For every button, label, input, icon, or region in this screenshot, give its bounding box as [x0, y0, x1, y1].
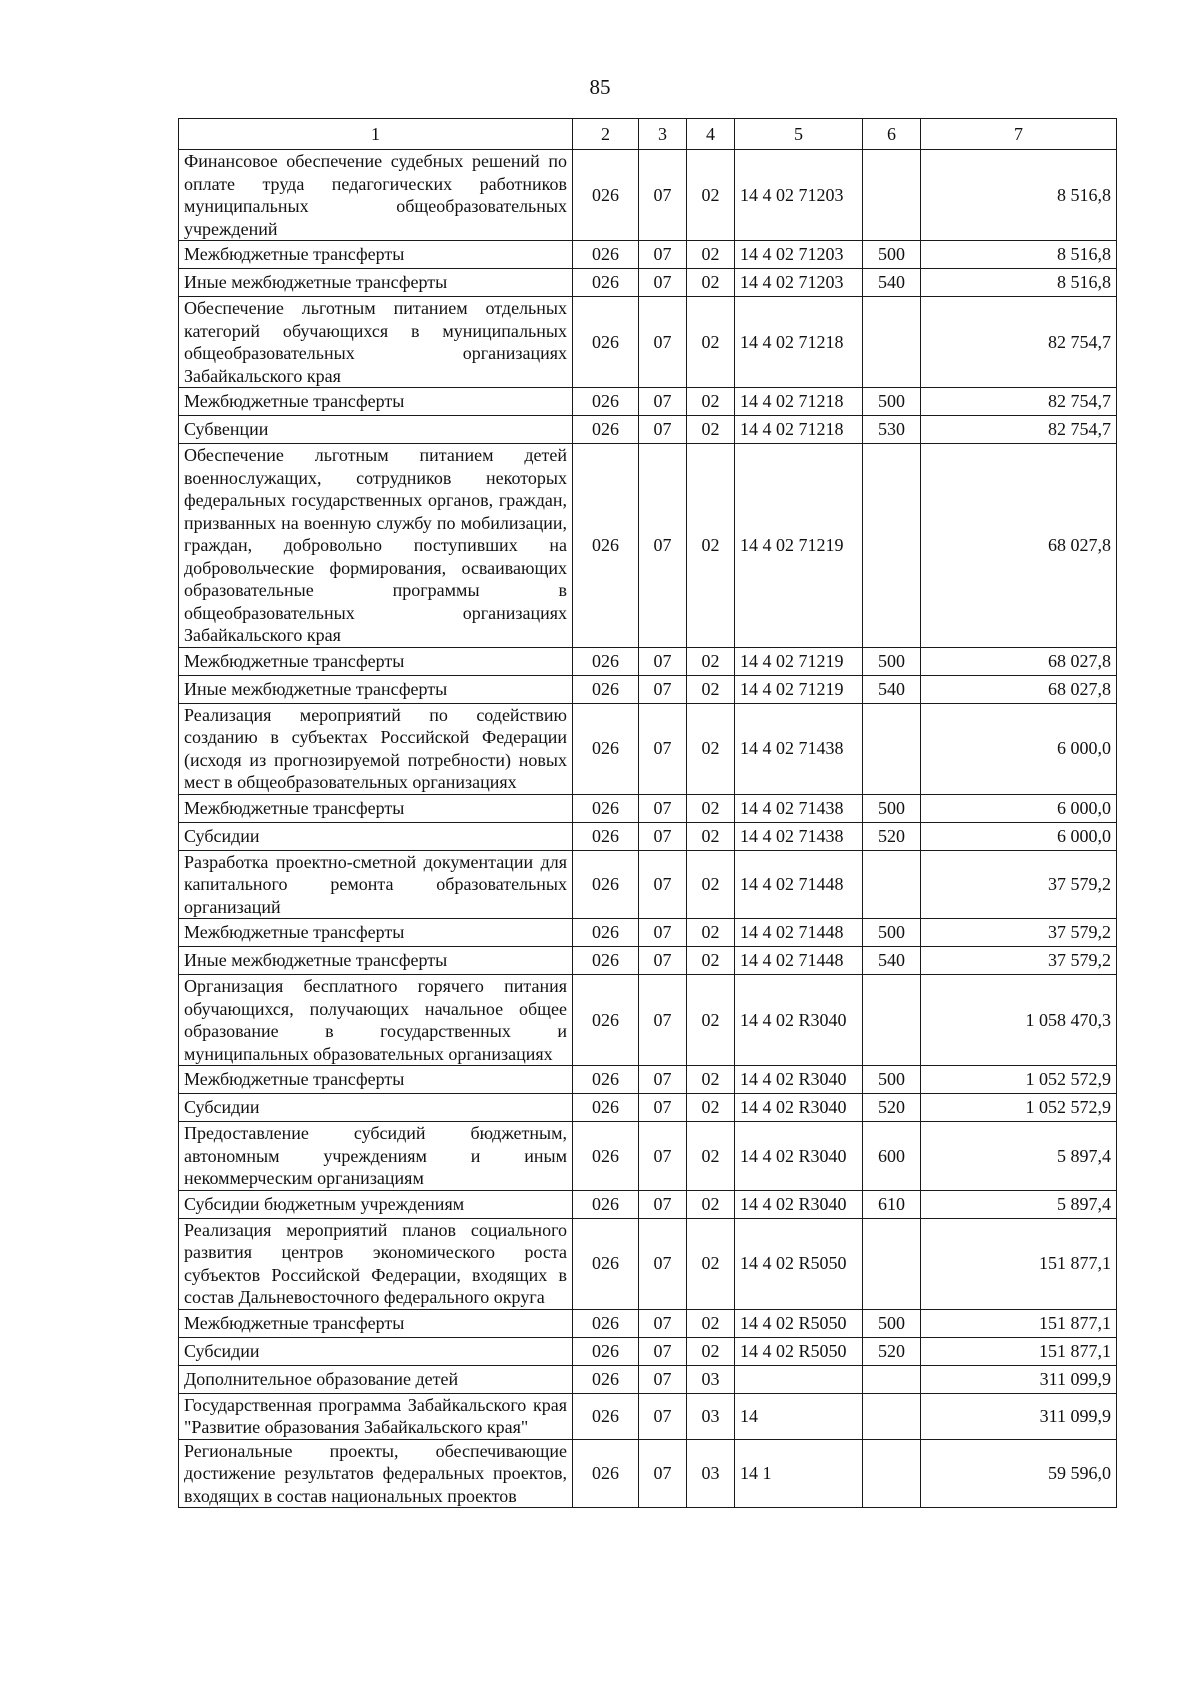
ministry-code-cell: 026 — [573, 1190, 639, 1218]
amount-cell: 5 897,4 — [921, 1122, 1117, 1191]
section-code-cell: 07 — [639, 388, 687, 416]
subsection-code-cell: 02 — [687, 1190, 735, 1218]
section-code-cell: 07 — [639, 241, 687, 269]
expense-name-cell: Субсидии бюджетным учреждениям — [179, 1190, 573, 1218]
expense-name-cell: Субвенции — [179, 416, 573, 444]
expense-name-cell: Субсидии — [179, 1094, 573, 1122]
target-article-code-cell: 14 4 02 71218 — [735, 388, 863, 416]
table-row — [179, 1309, 1117, 1337]
ministry-code-cell: 026 — [573, 444, 639, 648]
ministry-code-cell: 026 — [573, 269, 639, 297]
section-code-cell: 07 — [639, 1309, 687, 1337]
target-article-code-cell: 14 4 02 71438 — [735, 822, 863, 850]
section-code-cell: 07 — [639, 822, 687, 850]
table-row — [179, 444, 1117, 648]
expense-name-cell: Разработка проектно-сметной документации для капитального ремонта образовательных организаций — [179, 850, 573, 919]
section-code-cell: 07 — [639, 1393, 687, 1439]
target-article-code-cell: 14 4 02 71218 — [735, 297, 863, 388]
ministry-code-cell: 026 — [573, 1337, 639, 1365]
expense-type-code-cell — [863, 975, 921, 1066]
amount-cell: 6 000,0 — [921, 794, 1117, 822]
expense-type-code-cell — [863, 703, 921, 794]
expense-type-code-cell: 500 — [863, 388, 921, 416]
expense-type-code-cell — [863, 297, 921, 388]
expense-name-cell: Межбюджетные трансферты — [179, 794, 573, 822]
section-code-cell: 07 — [639, 947, 687, 975]
table-row — [179, 1365, 1117, 1393]
subsection-code-cell: 02 — [687, 297, 735, 388]
column-header-5: 5 — [735, 119, 863, 150]
column-header-2: 2 — [573, 119, 639, 150]
amount-cell: 6 000,0 — [921, 822, 1117, 850]
amount-cell: 1 058 470,3 — [921, 975, 1117, 1066]
subsection-code-cell: 02 — [687, 850, 735, 919]
subsection-code-cell: 02 — [687, 919, 735, 947]
table-row — [179, 1218, 1117, 1309]
target-article-code-cell: 14 4 02 R3040 — [735, 975, 863, 1066]
table-row — [179, 150, 1117, 241]
ministry-code-cell: 026 — [573, 794, 639, 822]
target-article-code-cell: 14 4 02 71448 — [735, 947, 863, 975]
section-code-cell: 07 — [639, 703, 687, 794]
expense-name-cell: Региональные проекты, обеспечивающие достижение результатов федеральных проектов, входящих в состав национальных проектов — [179, 1439, 573, 1508]
column-header-3: 3 — [639, 119, 687, 150]
expense-type-code-cell — [863, 1218, 921, 1309]
subsection-code-cell: 02 — [687, 1309, 735, 1337]
expense-name-cell: Обеспечение льготным питанием отдельных категорий обучающихся в муниципальных общеобразовательных организациях Забайкальского края — [179, 297, 573, 388]
page-number: 85 — [589, 75, 611, 99]
column-header-1: 1 — [179, 119, 573, 150]
target-article-code-cell: 14 4 02 R3040 — [735, 1190, 863, 1218]
subsection-code-cell: 02 — [687, 675, 735, 703]
amount-cell: 151 877,1 — [921, 1218, 1117, 1309]
amount-cell: 1 052 572,9 — [921, 1066, 1117, 1094]
expense-type-code-cell — [863, 1365, 921, 1393]
expense-type-code-cell — [863, 850, 921, 919]
expense-name-cell: Государственная программа Забайкальского края "Развитие образования Забайкальского края" — [179, 1393, 573, 1439]
expense-name-cell: Иные межбюджетные трансферты — [179, 675, 573, 703]
table-row — [179, 1190, 1117, 1218]
ministry-code-cell: 026 — [573, 1365, 639, 1393]
subsection-code-cell: 02 — [687, 269, 735, 297]
expense-type-code-cell: 520 — [863, 822, 921, 850]
amount-cell: 8 516,8 — [921, 150, 1117, 241]
amount-cell: 151 877,1 — [921, 1309, 1117, 1337]
target-article-code-cell: 14 4 02 71438 — [735, 703, 863, 794]
ministry-code-cell: 026 — [573, 850, 639, 919]
column-header-4: 4 — [687, 119, 735, 150]
section-code-cell: 07 — [639, 794, 687, 822]
target-article-code-cell: 14 4 02 71203 — [735, 241, 863, 269]
section-code-cell: 07 — [639, 416, 687, 444]
expense-name-cell: Предоставление субсидий бюджетным, автономным учреждениям и иным некоммерческим организациям — [179, 1122, 573, 1191]
target-article-code-cell: 14 4 02 71438 — [735, 794, 863, 822]
ministry-code-cell: 026 — [573, 1439, 639, 1508]
expense-type-code-cell — [863, 1393, 921, 1439]
ministry-code-cell: 026 — [573, 241, 639, 269]
ministry-code-cell: 026 — [573, 150, 639, 241]
expense-type-code-cell: 540 — [863, 675, 921, 703]
table-body — [179, 150, 1117, 1508]
amount-cell: 82 754,7 — [921, 416, 1117, 444]
section-code-cell: 07 — [639, 850, 687, 919]
expense-name-cell: Межбюджетные трансферты — [179, 241, 573, 269]
expense-name-cell: Реализация мероприятий по содействию созданию в субъектах Российской Федерации (исходя из прогнозируемой потребности) новых мест в общеобразовательных организациях — [179, 703, 573, 794]
section-code-cell: 07 — [639, 1439, 687, 1508]
table-row — [179, 416, 1117, 444]
expense-type-code-cell: 500 — [863, 1309, 921, 1337]
expense-name-cell: Иные межбюджетные трансферты — [179, 947, 573, 975]
table-row — [179, 388, 1117, 416]
expense-name-cell: Межбюджетные трансферты — [179, 647, 573, 675]
table-row — [179, 919, 1117, 947]
target-article-code-cell: 14 4 02 71219 — [735, 444, 863, 648]
expense-type-code-cell — [863, 444, 921, 648]
subsection-code-cell: 03 — [687, 1365, 735, 1393]
table-row — [179, 647, 1117, 675]
ministry-code-cell: 026 — [573, 1066, 639, 1094]
expense-name-cell: Межбюджетные трансферты — [179, 388, 573, 416]
amount-cell: 8 516,8 — [921, 241, 1117, 269]
section-code-cell: 07 — [639, 919, 687, 947]
target-article-code-cell: 14 4 02 71203 — [735, 150, 863, 241]
subsection-code-cell: 03 — [687, 1439, 735, 1508]
expense-name-cell: Межбюджетные трансферты — [179, 919, 573, 947]
ministry-code-cell: 026 — [573, 1309, 639, 1337]
expense-type-code-cell: 500 — [863, 919, 921, 947]
section-code-cell: 07 — [639, 269, 687, 297]
expense-name-cell: Межбюджетные трансферты — [179, 1309, 573, 1337]
expense-type-code-cell: 520 — [863, 1094, 921, 1122]
ministry-code-cell: 026 — [573, 947, 639, 975]
header-row — [179, 119, 1117, 150]
target-article-code-cell: 14 4 02 R5050 — [735, 1218, 863, 1309]
ministry-code-cell: 026 — [573, 1393, 639, 1439]
subsection-code-cell: 02 — [687, 703, 735, 794]
target-article-code-cell: 14 — [735, 1393, 863, 1439]
target-article-code-cell: 14 4 02 71218 — [735, 416, 863, 444]
target-article-code-cell: 14 4 02 R3040 — [735, 1094, 863, 1122]
subsection-code-cell: 02 — [687, 416, 735, 444]
target-article-code-cell — [735, 1365, 863, 1393]
table-row — [179, 297, 1117, 388]
section-code-cell: 07 — [639, 975, 687, 1066]
amount-cell: 311 099,9 — [921, 1393, 1117, 1439]
amount-cell: 37 579,2 — [921, 919, 1117, 947]
expense-name-cell: Субсидии — [179, 822, 573, 850]
target-article-code-cell: 14 4 02 R3040 — [735, 1122, 863, 1191]
section-code-cell: 07 — [639, 647, 687, 675]
amount-cell: 6 000,0 — [921, 703, 1117, 794]
expense-name-cell: Межбюджетные трансферты — [179, 1066, 573, 1094]
target-article-code-cell: 14 4 02 R5050 — [735, 1337, 863, 1365]
expense-name-cell: Иные межбюджетные трансферты — [179, 269, 573, 297]
section-code-cell: 07 — [639, 150, 687, 241]
subsection-code-cell: 02 — [687, 947, 735, 975]
table-row — [179, 241, 1117, 269]
target-article-code-cell: 14 4 02 R3040 — [735, 1066, 863, 1094]
table-row — [179, 822, 1117, 850]
section-code-cell: 07 — [639, 1066, 687, 1094]
table-row — [179, 1393, 1117, 1439]
table-row — [179, 703, 1117, 794]
subsection-code-cell: 02 — [687, 150, 735, 241]
subsection-code-cell: 02 — [687, 241, 735, 269]
amount-cell: 1 052 572,9 — [921, 1094, 1117, 1122]
subsection-code-cell: 02 — [687, 1122, 735, 1191]
amount-cell: 82 754,7 — [921, 297, 1117, 388]
ministry-code-cell: 026 — [573, 822, 639, 850]
subsection-code-cell: 02 — [687, 794, 735, 822]
ministry-code-cell: 026 — [573, 647, 639, 675]
amount-cell: 37 579,2 — [921, 947, 1117, 975]
target-article-code-cell: 14 4 02 71448 — [735, 919, 863, 947]
table-row — [179, 1439, 1117, 1508]
table-row — [179, 850, 1117, 919]
ministry-code-cell: 026 — [573, 919, 639, 947]
ministry-code-cell: 026 — [573, 975, 639, 1066]
expense-type-code-cell: 520 — [863, 1337, 921, 1365]
expense-type-code-cell: 540 — [863, 947, 921, 975]
subsection-code-cell: 02 — [687, 647, 735, 675]
section-code-cell: 07 — [639, 444, 687, 648]
amount-cell: 151 877,1 — [921, 1337, 1117, 1365]
ministry-code-cell: 026 — [573, 416, 639, 444]
subsection-code-cell: 02 — [687, 975, 735, 1066]
amount-cell: 5 897,4 — [921, 1190, 1117, 1218]
expense-name-cell: Реализация мероприятий планов социального развития центров экономического роста субъектов Российской Федерации, входящих в состав Дальневосточного федерального округа — [179, 1218, 573, 1309]
ministry-code-cell: 026 — [573, 675, 639, 703]
section-code-cell: 07 — [639, 1337, 687, 1365]
amount-cell: 82 754,7 — [921, 388, 1117, 416]
ministry-code-cell: 026 — [573, 1122, 639, 1191]
expense-name-cell: Дополнительное образование детей — [179, 1365, 573, 1393]
table-row — [179, 947, 1117, 975]
amount-cell: 68 027,8 — [921, 675, 1117, 703]
section-code-cell: 07 — [639, 1365, 687, 1393]
expense-type-code-cell — [863, 150, 921, 241]
amount-cell: 68 027,8 — [921, 647, 1117, 675]
expense-type-code-cell — [863, 1439, 921, 1508]
expense-type-code-cell: 540 — [863, 269, 921, 297]
subsection-code-cell: 02 — [687, 388, 735, 416]
target-article-code-cell: 14 4 02 R5050 — [735, 1309, 863, 1337]
subsection-code-cell: 02 — [687, 1337, 735, 1365]
section-code-cell: 07 — [639, 297, 687, 388]
target-article-code-cell: 14 4 02 71219 — [735, 675, 863, 703]
amount-cell: 59 596,0 — [921, 1439, 1117, 1508]
table-row — [179, 1337, 1117, 1365]
column-header-6: 6 — [863, 119, 921, 150]
section-code-cell: 07 — [639, 675, 687, 703]
column-header-7: 7 — [921, 119, 1117, 150]
subsection-code-cell: 02 — [687, 1218, 735, 1309]
section-code-cell: 07 — [639, 1218, 687, 1309]
ministry-code-cell: 026 — [573, 388, 639, 416]
expense-type-code-cell: 500 — [863, 241, 921, 269]
amount-cell: 8 516,8 — [921, 269, 1117, 297]
expense-type-code-cell: 500 — [863, 794, 921, 822]
table-row — [179, 1094, 1117, 1122]
expense-type-code-cell: 500 — [863, 647, 921, 675]
section-code-cell: 07 — [639, 1094, 687, 1122]
ministry-code-cell: 026 — [573, 703, 639, 794]
expense-type-code-cell: 600 — [863, 1122, 921, 1191]
ministry-code-cell: 026 — [573, 1094, 639, 1122]
ministry-code-cell: 026 — [573, 1218, 639, 1309]
amount-cell: 311 099,9 — [921, 1365, 1117, 1393]
section-code-cell: 07 — [639, 1122, 687, 1191]
subsection-code-cell: 02 — [687, 1094, 735, 1122]
target-article-code-cell: 14 4 02 71448 — [735, 850, 863, 919]
amount-cell: 37 579,2 — [921, 850, 1117, 919]
expense-name-cell: Организация бесплатного горячего питания обучающихся, получающих начальное общее образование в государственных и муниципальных образовательных организациях — [179, 975, 573, 1066]
section-code-cell: 07 — [639, 1190, 687, 1218]
subsection-code-cell: 03 — [687, 1393, 735, 1439]
table-row — [179, 1122, 1117, 1191]
ministry-code-cell: 026 — [573, 297, 639, 388]
expense-name-cell: Финансовое обеспечение судебных решений по оплате труда педагогических работников муниципальных общеобразовательных учреждений — [179, 150, 573, 241]
subsection-code-cell: 02 — [687, 822, 735, 850]
target-article-code-cell: 14 4 02 71203 — [735, 269, 863, 297]
budget-table — [178, 118, 1117, 1508]
subsection-code-cell: 02 — [687, 444, 735, 648]
table-row — [179, 975, 1117, 1066]
amount-cell: 68 027,8 — [921, 444, 1117, 648]
subsection-code-cell: 02 — [687, 1066, 735, 1094]
expense-type-code-cell: 530 — [863, 416, 921, 444]
table-row — [179, 675, 1117, 703]
target-article-code-cell: 14 1 — [735, 1439, 863, 1508]
table-row — [179, 1066, 1117, 1094]
expense-type-code-cell: 500 — [863, 1066, 921, 1094]
table-row — [179, 269, 1117, 297]
expense-name-cell: Обеспечение льготным питанием детей военнослужащих, сотрудников некоторых федеральных государственных органов, граждан, призванных на военную службу по мобилизации, граждан, добровольно поступивших на добровольческие формирования, осваивающих образовательные программы в общеобразовательных организациях Забайкальского края — [179, 444, 573, 648]
expense-name-cell: Субсидии — [179, 1337, 573, 1365]
expense-type-code-cell: 610 — [863, 1190, 921, 1218]
table-row — [179, 794, 1117, 822]
target-article-code-cell: 14 4 02 71219 — [735, 647, 863, 675]
